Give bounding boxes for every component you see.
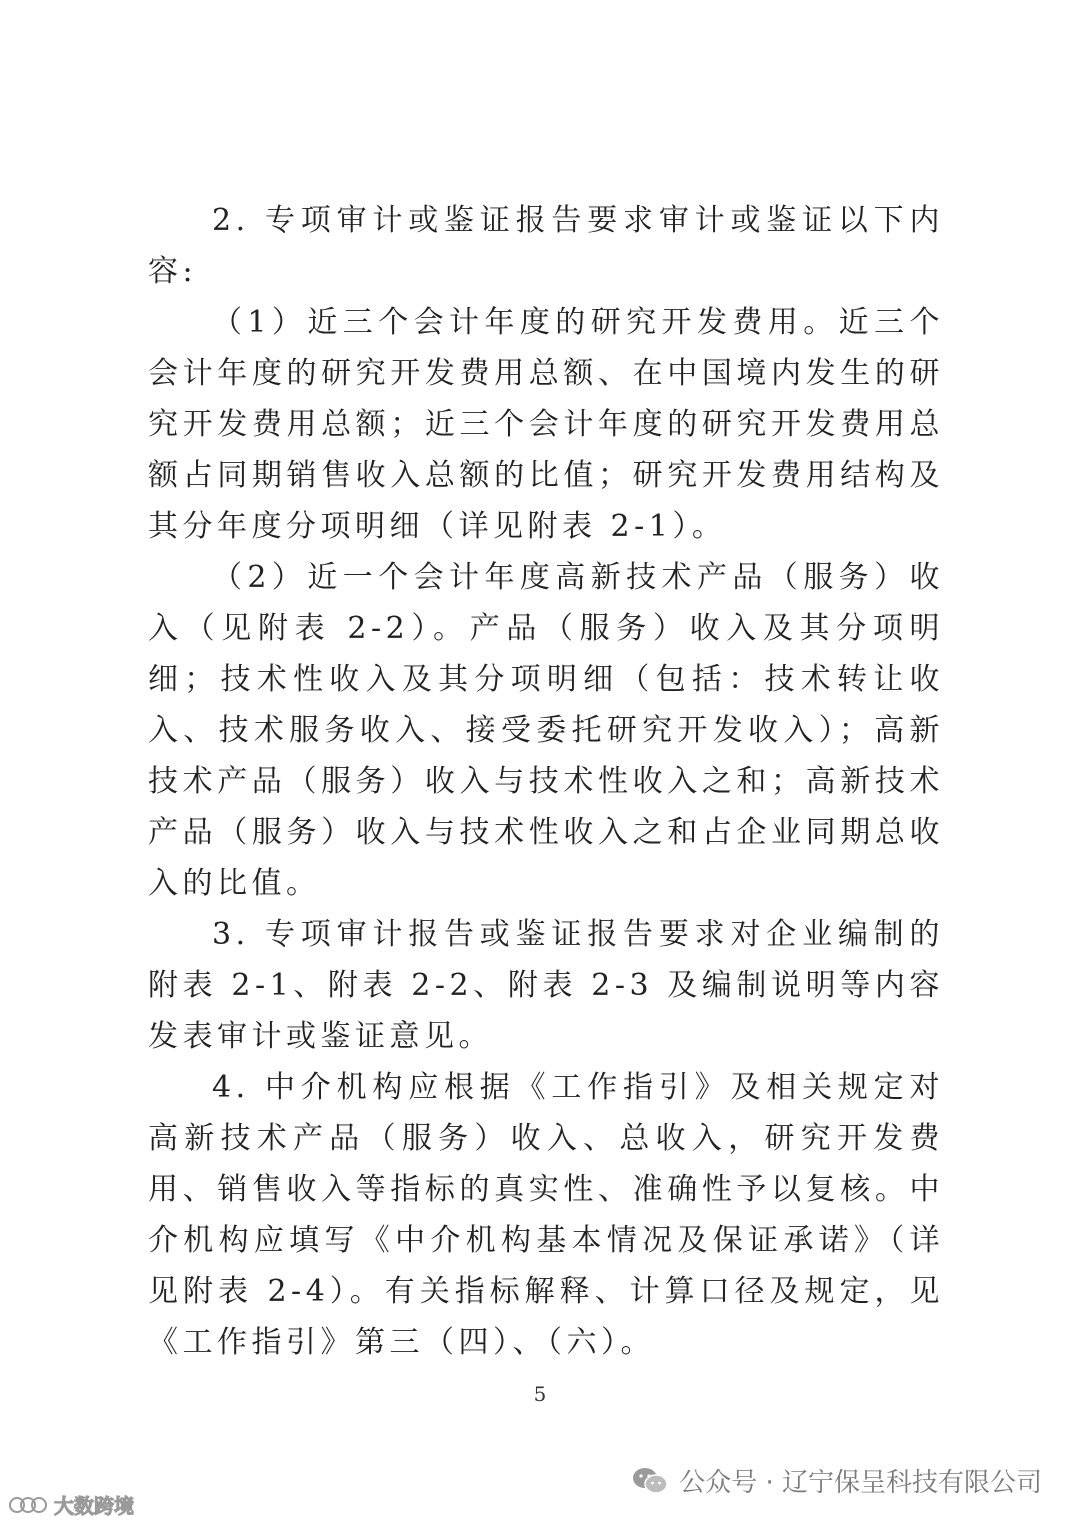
document-body bbox=[148, 195, 944, 1368]
paragraph-item-4: 4. 中介机构应根据《工作指引》及相关规定对高新技术产品（服务）收入、总收入，研究开发费用、销售收入等指标的真实性、准确性予以复核。中介机构应填写《中介机构基本情况及保证承诺》（详见附表 2-4）。有关指标解释、计算口径及规定，见《工作指引》第三（四）、（六）。 bbox=[148, 1070, 944, 1360]
watermark bbox=[631, 1462, 1042, 1499]
paragraph-subitem-1: （1）近三个会计年度的研究开发费用。近三个会计年度的研究开发费用总额、在中国境内发生的研究开发费用总额；近三个会计年度的研究开发费用总额占同期销售收入总额的比值；研究开发费用结构及其分年度分项明细（详见附表 2-1）。 bbox=[148, 305, 944, 544]
paragraph-subitem-2: （2）近一个会计年度高新技术产品（服务）收入（见附表 2-2）。产品（服务）收入及其分项明细；技术性收入及其分项明细（包括：技术转让收入、技术服务收入、接受委托研究开发收入）；高新技术产品（服务）收入与技术性收入之和；高新技术产品（服务）收入与技术性收入之和占企业同期总收入的比值。 bbox=[148, 560, 944, 901]
watermark-text: 公众号 · 辽宁保呈科技有限公司 bbox=[679, 1468, 1042, 1498]
paragraph-item-2: 2. 专项审计或鉴证报告要求审计或鉴证以下内容: bbox=[148, 203, 944, 289]
corner-watermark bbox=[8, 1490, 134, 1519]
corner-watermark-text: 大数跨境 bbox=[54, 1494, 134, 1518]
chain-logo-icon bbox=[8, 1494, 48, 1516]
wechat-icon bbox=[631, 1466, 669, 1496]
paragraph-item-3: 3. 专项审计报告或鉴证报告要求对企业编制的附表 2-1、附表 2-2、附表 2-3 及编制说明等内容发表审计或鉴证意见。 bbox=[148, 917, 944, 1054]
page-number: 5 bbox=[533, 1382, 547, 1406]
